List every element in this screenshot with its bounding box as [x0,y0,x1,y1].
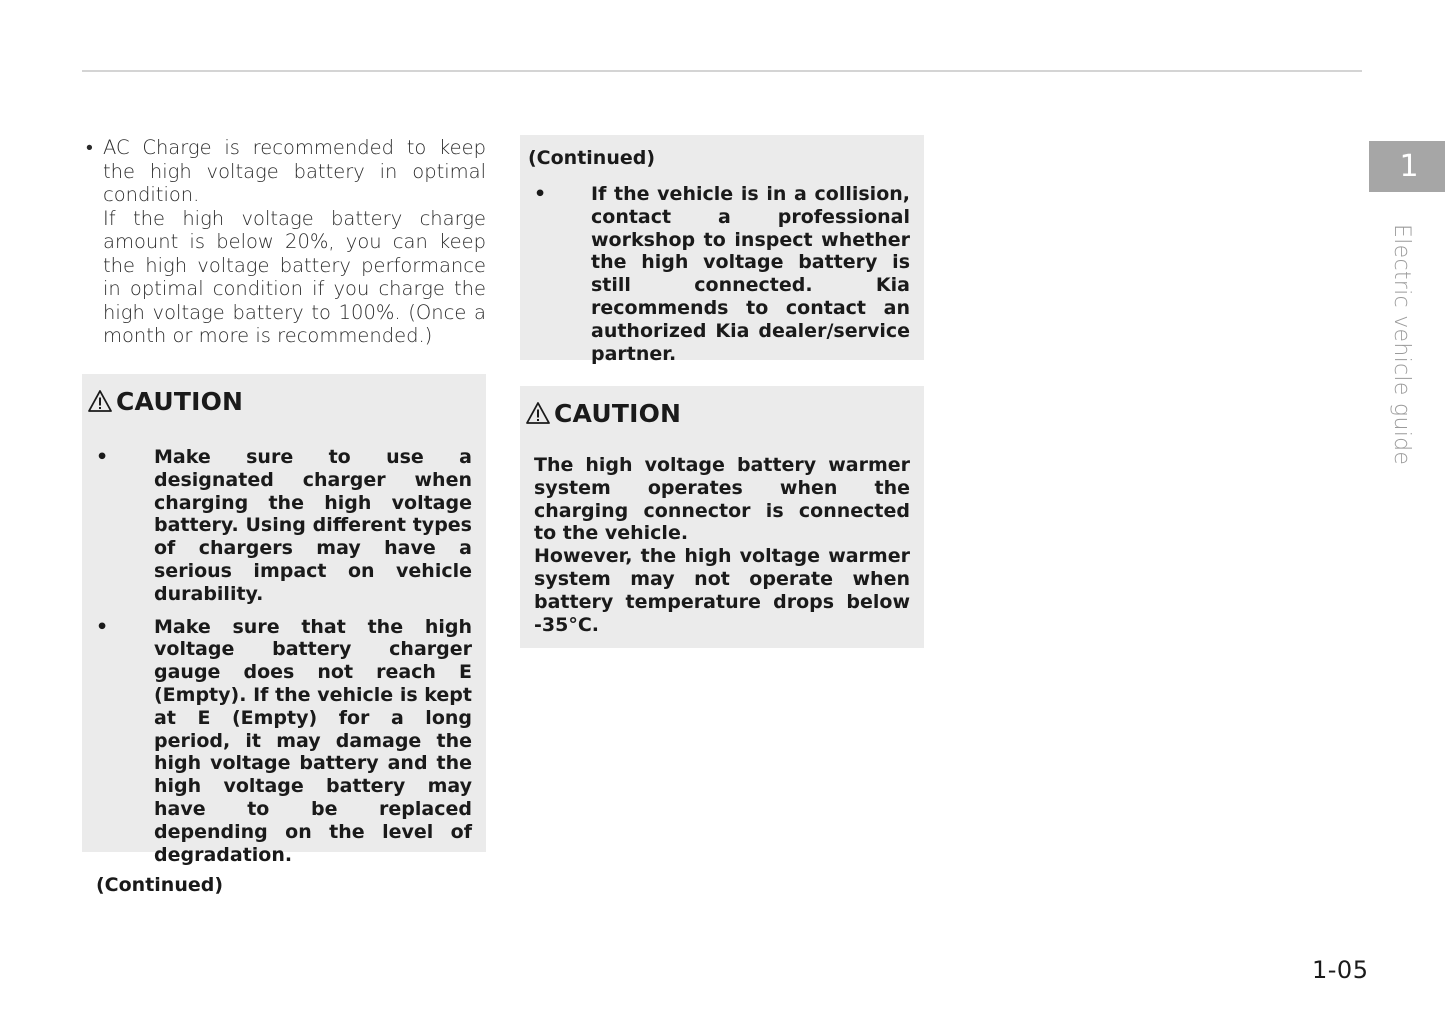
caution-item-text: Make sure that the high voltage battery charger gauge does not reach E (Empty). If the vehicle is kept at E (Empty) for a long period, it may damage the high voltage battery and the high voltage battery may have to be replaced depending on the level of degradation. [154,615,472,866]
intro-paragraph-2: If the high voltage battery charge amount is below 20%, you can keep the high voltage battery performance in optimal condition if you charge the high voltage battery to 100%. (Once a month or more is recommended.) [103,206,486,347]
continued-label: (Continued) [96,874,224,897]
bullet-marker: • [534,183,547,205]
chapter-number: 1 [1399,149,1419,184]
caution-item-text: Make sure to use a designated charger when charging the high voltage battery. Using different types of chargers may have a serious impact on vehicle durability. [154,446,472,605]
header-rule [82,70,1362,72]
bullet-marker: • [96,446,109,468]
continued-label: (Continued) [528,147,656,169]
caution-box-left [82,374,486,897]
caution-paragraph-2: However, the high voltage warmer system may not operate when battery temperature drops below -35°C. [534,545,910,636]
continued-item-text: If the vehicle is in a collision, contact a professional workshop to inspect whether the high voltage battery is still connected. Kia recommends to contact an authorized Kia dealer/service partner. [591,183,910,365]
list-item [528,183,910,365]
list-item [96,616,472,867]
chapter-tab[interactable] [1369,141,1445,192]
continued-box [520,135,924,365]
caution-heading-text: CAUTION [554,398,682,428]
caution-body [534,454,910,636]
caution-heading-text: CAUTION [116,386,244,416]
caution-box-right [520,386,924,648]
warning-triangle-icon [88,389,112,413]
caution-paragraph-1: The high voltage battery warmer system operates when the charging connector is connected to the vehicle. [534,454,910,545]
chapter-title: Electric vehicle guide [1389,224,1414,466]
intro-paragraph-1: AC Charge is recommended to keep the high voltage battery in optimal condition. [103,136,486,206]
intro-note [86,136,486,348]
warning-triangle-icon [526,401,550,425]
caution-heading [526,394,910,432]
caution-heading [88,382,472,420]
continued-list [528,183,910,365]
bullet-marker: • [86,136,93,159]
caution-list [96,446,472,866]
page-number: 1-05 [1312,956,1369,984]
bullet-marker: • [96,615,109,638]
list-item [96,446,472,606]
